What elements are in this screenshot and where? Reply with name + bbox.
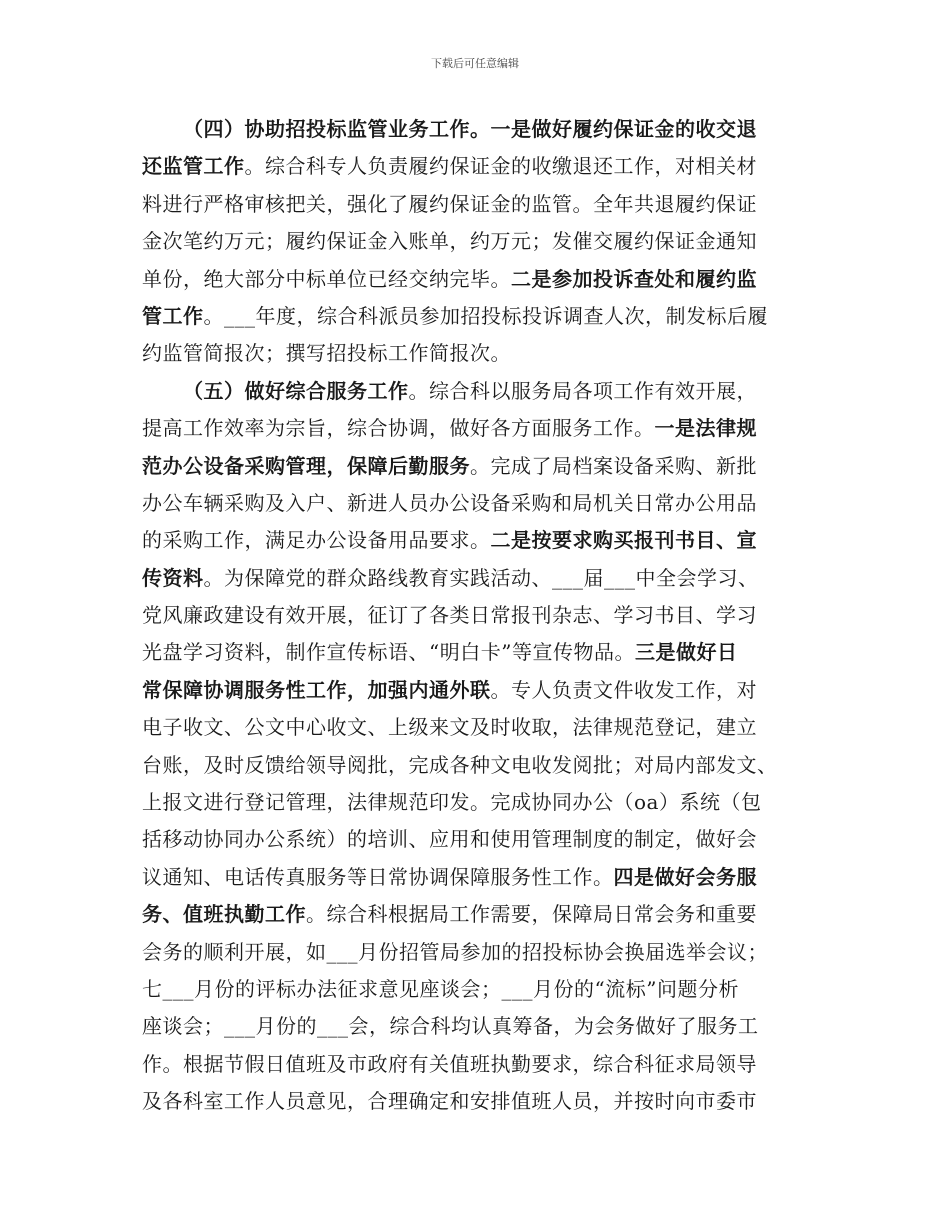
bold-text-segment: 常保障协调服务性工作，加强内通外联 bbox=[142, 677, 491, 702]
text-line bbox=[142, 148, 812, 185]
text-segment: 单份，绝大部分中标单位已经交纳完毕。 bbox=[142, 266, 511, 291]
bold-text-segment: 二是参加投诉查处和履约监 bbox=[511, 266, 757, 291]
bold-text-segment: 传资料 bbox=[142, 565, 204, 590]
text-segment: 七___月份的评标办法征求意见座谈会；___月份的“流标”问题分析 bbox=[142, 976, 739, 1001]
text-line bbox=[142, 410, 812, 447]
text-segment: 。完成了局档案设备采购、新批 bbox=[470, 453, 757, 478]
bold-text-segment: （五）做好综合服务工作 bbox=[183, 378, 409, 403]
text-segment: 。专人负责文件收发工作，对 bbox=[490, 677, 757, 702]
text-segment: 光盘学习资料，制作宣传标语、“明白卡”等宣传物品。 bbox=[142, 640, 635, 665]
text-segment: 会务的顺利开展，如___月份招管局参加的招投标协会换届选举会议； bbox=[142, 939, 768, 964]
page-header: 下载后可任意编辑 bbox=[431, 57, 519, 70]
text-line bbox=[142, 634, 812, 671]
text-line bbox=[142, 672, 812, 709]
bold-text-segment: （四）协助招投标监管业务工作。一是做好履约保证金的收交退 bbox=[183, 117, 757, 141]
bold-text-segment: 还监管工作 bbox=[142, 154, 245, 179]
text-segment: 电子收文、公文中心收文、上级来文及时收取，法律规范登记，建立 bbox=[142, 715, 757, 740]
text-segment: 。综合科以服务局各项工作有效开展， bbox=[408, 378, 757, 403]
text-line bbox=[142, 223, 812, 260]
text-line bbox=[142, 261, 812, 298]
text-segment: 提高工作效率为宗旨，综合协调，做好各方面服务工作。 bbox=[142, 416, 655, 441]
bold-text-segment: 一是法律规 bbox=[654, 416, 757, 441]
text-line bbox=[142, 597, 812, 634]
text-segment: 作。根据节假日值班及市政府有关值班执勤要求，综合科征求局领导 bbox=[142, 1051, 757, 1076]
text-segment: 。为保障党的群众路线教育实践活动、___届___中全会学习、 bbox=[203, 565, 759, 590]
text-line bbox=[142, 709, 812, 746]
text-line bbox=[142, 522, 812, 559]
text-line bbox=[142, 373, 812, 410]
bold-text-segment: 四是做好会务服 bbox=[613, 864, 757, 889]
bold-text-segment: 务、值班执勤工作 bbox=[142, 902, 306, 927]
text-segment: 座谈会；___月份的___会，综合科均认真筹备，为会务做好了服务工 bbox=[142, 1014, 759, 1039]
text-line bbox=[142, 934, 812, 971]
text-segment: 台账，及时反馈给领导阅批，完成各种文电收发阅批；对局内部发文、 bbox=[142, 752, 778, 777]
text-line bbox=[142, 186, 812, 223]
text-line bbox=[142, 111, 812, 148]
text-segment: 。综合科根据局工作需要，保障局日常会务和重要 bbox=[306, 902, 757, 927]
bold-text-segment: 二是按要求购买报刊书目、宣 bbox=[490, 528, 757, 553]
text-line bbox=[142, 784, 812, 821]
text-segment: 。___年度，综合科派员参加招投标投诉调查人次，制发标后履 bbox=[203, 303, 768, 328]
text-line bbox=[142, 1008, 812, 1045]
text-line bbox=[142, 298, 812, 335]
text-line bbox=[142, 560, 812, 597]
text-segment: 。综合科专人负责履约保证金的收缴退还工作，对相关材 bbox=[244, 154, 757, 179]
text-segment: 办公车辆采购及入户、新进人员办公设备采购和局机关日常办公用品 bbox=[142, 490, 757, 515]
text-segment: 议通知、电话传真服务等日常协调保障服务性工作。 bbox=[142, 864, 614, 889]
document-body bbox=[142, 111, 812, 1121]
text-line bbox=[142, 1046, 812, 1083]
text-segment: 上报文进行登记管理，法律规范印发。完成协同办公（oa）系统（包 bbox=[142, 790, 762, 815]
text-line bbox=[142, 335, 812, 372]
text-line bbox=[142, 448, 812, 485]
text-line bbox=[142, 896, 812, 933]
text-segment: 括移动协同办公系统）的培训、应用和使用管理制度的制定，做好会 bbox=[142, 827, 757, 852]
text-line bbox=[142, 859, 812, 896]
bold-text-segment: 范办公设备采购管理，保障后勤服务 bbox=[142, 453, 470, 478]
text-segment: 党风廉政建设有效开展，征订了各类日常报刊杂志、学习书目、学习 bbox=[142, 603, 757, 628]
bold-text-segment: 管工作 bbox=[142, 303, 204, 328]
text-segment: 约监管简报次；撰写招投标工作简报次。 bbox=[142, 341, 511, 366]
text-segment: 的采购工作，满足办公设备用品要求。 bbox=[142, 528, 491, 553]
text-line bbox=[142, 821, 812, 858]
bold-text-segment: 三是做好日 bbox=[634, 640, 738, 665]
text-line bbox=[142, 1083, 812, 1120]
text-line bbox=[142, 971, 812, 1008]
text-segment: 及各科室工作人员意见，合理确定和安排值班人员，并按时向市委市 bbox=[142, 1089, 757, 1114]
text-line bbox=[142, 747, 812, 784]
text-line bbox=[142, 485, 812, 522]
text-segment: 金次笔约万元；履约保证金入账单，约万元；发催交履约保证金通知 bbox=[142, 229, 757, 254]
text-segment: 料进行严格审核把关，强化了履约保证金的监管。全年共退履约保证 bbox=[142, 191, 757, 216]
